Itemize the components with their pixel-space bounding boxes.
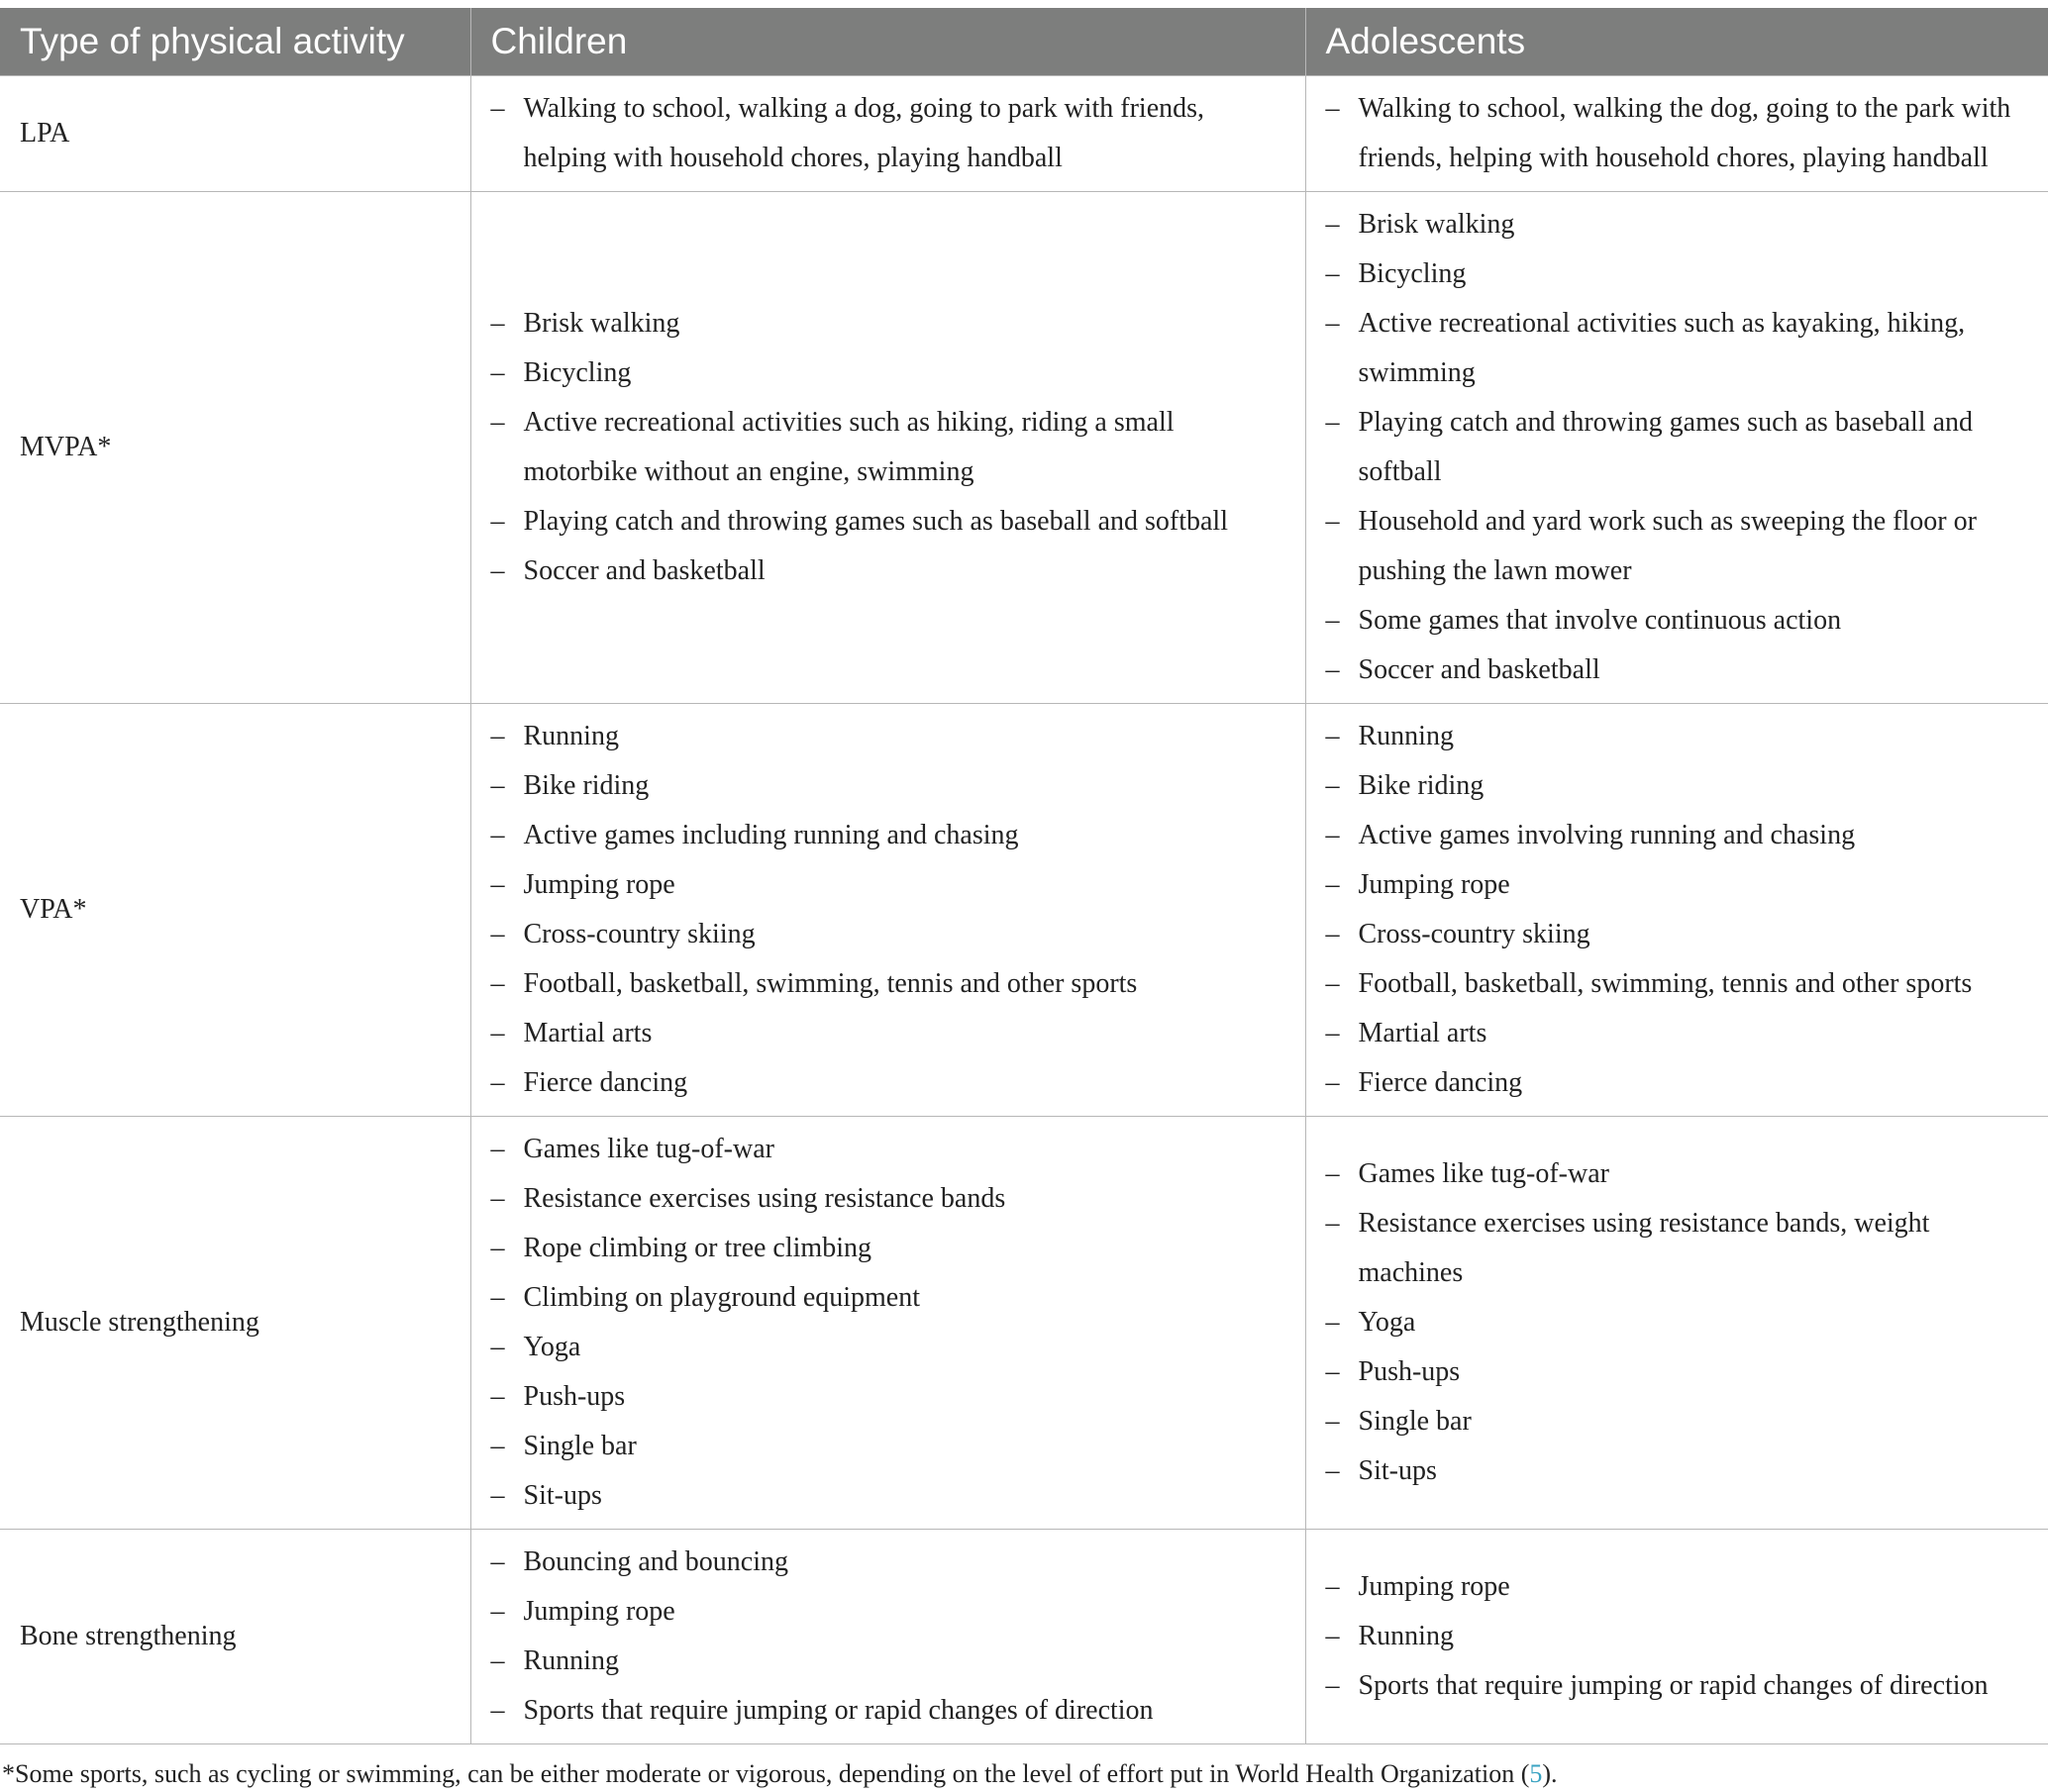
children-cell <box>470 192 1305 704</box>
children-activity-list <box>491 1538 1293 1736</box>
adolescents-cell <box>1305 76 2048 192</box>
list-item: – Rope climbing or tree climbing <box>491 1224 1293 1273</box>
list-item: – Running <box>1326 712 2037 761</box>
document-page <box>0 8 2048 1792</box>
footnote-text: *Some sports, such as cycling or swimming, can be either moderate or vigorous, depending on the level of effort put in World Health Organization ( <box>2 1759 1530 1788</box>
list-item: – Single bar <box>1326 1397 2037 1446</box>
list-item: – Fierce dancing <box>491 1058 1293 1108</box>
list-item: – Jumping rope <box>491 860 1293 910</box>
list-item: – Active recreational activities such as kayaking, hiking, swimming <box>1326 299 2037 398</box>
list-item: – Games like tug-of-war <box>491 1125 1293 1174</box>
list-item: – Yoga <box>491 1323 1293 1372</box>
list-item: – Soccer and basketball <box>491 547 1293 596</box>
children-cell <box>470 1117 1305 1530</box>
list-item: – Bike riding <box>1326 761 2037 811</box>
children-activity-list <box>491 84 1293 183</box>
adolescents-activity-list <box>1326 1149 2037 1496</box>
children-cell <box>470 1530 1305 1744</box>
list-item: – Martial arts <box>1326 1009 2037 1058</box>
list-item: – Active games including running and chasing <box>491 811 1293 860</box>
list-item: – Jumping rope <box>1326 860 2037 910</box>
children-cell <box>470 704 1305 1117</box>
list-item: – Active games involving running and chasing <box>1326 811 2037 860</box>
list-item: – Push-ups <box>491 1372 1293 1422</box>
list-item: – Football, basketball, swimming, tennis and other sports <box>1326 959 2037 1009</box>
list-item: – Resistance exercises using resistance bands, weight machines <box>1326 1199 2037 1298</box>
list-item: – Fierce dancing <box>1326 1058 2037 1108</box>
list-item: – Yoga <box>1326 1298 2037 1347</box>
list-item: – Walking to school, walking the dog, going to the park with friends, helping with household chores, playing handball <box>1326 84 2037 183</box>
physical-activity-table <box>0 8 2048 1744</box>
header-children: Children <box>470 8 1305 76</box>
list-item: – Walking to school, walking a dog, going to park with friends, helping with household chores, playing handball <box>491 84 1293 183</box>
activity-type-cell: Muscle strengthening <box>0 1117 470 1530</box>
list-item: – Games like tug-of-war <box>1326 1149 2037 1199</box>
row-vpa <box>0 704 2048 1117</box>
list-item: – Cross-country skiing <box>1326 910 2037 959</box>
children-activity-list <box>491 299 1293 596</box>
adolescents-cell <box>1305 1530 2048 1744</box>
list-item: – Brisk walking <box>491 299 1293 348</box>
adolescents-cell <box>1305 192 2048 704</box>
list-item: – Bouncing and bouncing <box>491 1538 1293 1587</box>
adolescents-activity-list <box>1326 84 2037 183</box>
adolescents-activity-list <box>1326 200 2037 695</box>
adolescents-activity-list <box>1326 1562 2037 1711</box>
adolescents-cell <box>1305 1117 2048 1530</box>
list-item: – Sit-ups <box>1326 1446 2037 1496</box>
list-item: – Running <box>1326 1612 2037 1661</box>
list-item: – Playing catch and throwing games such as baseball and softball <box>491 497 1293 547</box>
header-type: Type of physical activity <box>0 8 470 76</box>
activity-type-cell: LPA <box>0 76 470 192</box>
table-body <box>0 76 2048 1744</box>
adolescents-cell <box>1305 704 2048 1117</box>
list-item: – Bike riding <box>491 761 1293 811</box>
activity-type-cell: MVPA* <box>0 192 470 704</box>
list-item: – Single bar <box>491 1422 1293 1471</box>
list-item: – Martial arts <box>491 1009 1293 1058</box>
list-item: – Brisk walking <box>1326 200 2037 249</box>
row-muscle-strengthening <box>0 1117 2048 1530</box>
activity-type-cell: Bone strengthening <box>0 1530 470 1744</box>
children-activity-list <box>491 1125 1293 1521</box>
list-item: – Active recreational activities such as hiking, riding a small motorbike without an engine, swimming <box>491 398 1293 497</box>
list-item: – Resistance exercises using resistance bands <box>491 1174 1293 1224</box>
list-item: – Football, basketball, swimming, tennis and other sports <box>491 959 1293 1009</box>
footnote-closing: ). <box>1542 1759 1558 1788</box>
list-item: – Sports that require jumping or rapid changes of direction <box>491 1686 1293 1736</box>
list-item: – Some games that involve continuous action <box>1326 596 2037 646</box>
list-item: – Cross-country skiing <box>491 910 1293 959</box>
adolescents-activity-list <box>1326 712 2037 1108</box>
list-item: – Running <box>491 712 1293 761</box>
list-item: – Soccer and basketball <box>1326 646 2037 695</box>
list-item: – Sit-ups <box>491 1471 1293 1521</box>
list-item: – Climbing on playground equipment <box>491 1273 1293 1323</box>
list-item: – Playing catch and throwing games such as baseball and softball <box>1326 398 2037 497</box>
table-header <box>0 8 2048 76</box>
children-cell <box>470 76 1305 192</box>
reference-link[interactable]: 5 <box>1529 1759 1543 1788</box>
list-item: – Jumping rope <box>491 1587 1293 1637</box>
list-item: – Household and yard work such as sweeping the floor or pushing the lawn mower <box>1326 497 2037 596</box>
activity-type-cell: VPA* <box>0 704 470 1117</box>
list-item: – Jumping rope <box>1326 1562 2037 1612</box>
list-item: – Bicycling <box>1326 249 2037 299</box>
header-adolescents: Adolescents <box>1305 8 2048 76</box>
table-footnote <box>0 1756 2048 1792</box>
row-mvpa <box>0 192 2048 704</box>
list-item: – Bicycling <box>491 348 1293 398</box>
header-row <box>0 8 2048 76</box>
row-lpa <box>0 76 2048 192</box>
list-item: – Sports that require jumping or rapid changes of direction <box>1326 1661 2037 1711</box>
children-activity-list <box>491 712 1293 1108</box>
row-bone-strengthening <box>0 1530 2048 1744</box>
list-item: – Push-ups <box>1326 1347 2037 1397</box>
list-item: – Running <box>491 1637 1293 1686</box>
